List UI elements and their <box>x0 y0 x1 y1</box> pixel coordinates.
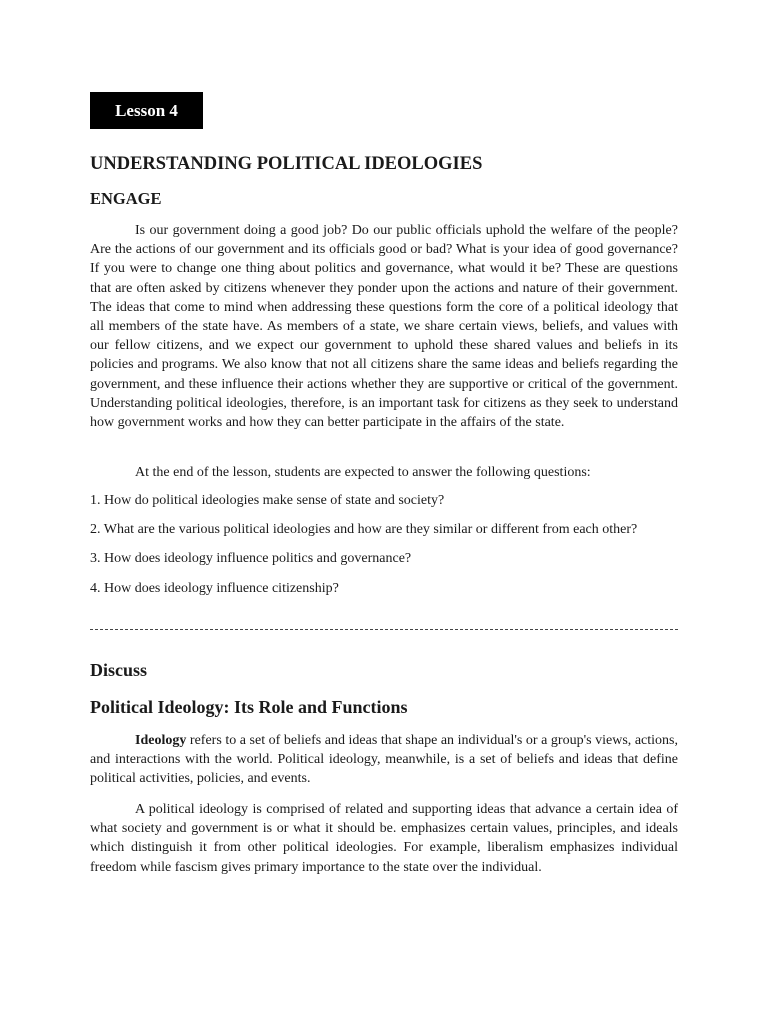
discuss-heading: Discuss <box>90 660 148 680</box>
engage-paragraph: Is our government doing a good job? Do our public officials uphold the welfare of the people? Are the actions of our government and its officials good or bad? What is your idea of good governance? If you were to change one thing about politics and governance, what would it be? These are questions that are often asked by citizens whenever they ponder upon the actions and nature of their government. The ideas that come to mind when addressing these questions form the core of a political ideology that all members of the state have. As members of a state, we share certain views, beliefs, and values with our fellow citizens, and we expect our government to uphold these shared values and beliefs in its policies and programs. We also know that not all citizens share the same ideas and beliefs regarding the government, and these influence their actions whether they are supportive or critical of the government. Understanding political ideologies, therefore, is an important task for citizens as they seek to understand how government works and how they can better participate in the affairs of the state. <box>90 223 678 431</box>
section-divider <box>90 629 678 630</box>
guide-question: 3. How does ideology influence politics and governance? <box>90 551 412 567</box>
section-subheading: Political Ideology: Its Role and Functions <box>90 697 408 717</box>
guide-question: 4. How does ideology influence citizenship? <box>90 580 339 596</box>
guide-questions <box>90 491 678 608</box>
ideology-term: Ideology <box>135 733 187 748</box>
lesson-objectives-intro: At the end of the lesson, students are expected to answer the following questions: <box>135 465 591 480</box>
guide-question: 2. What are the various political ideologies and how are they similar or different from each other? <box>90 522 638 538</box>
ideology-definition: refers to a set of beliefs and ideas that shape an individual's or a group's views, actions, and interactions with the world. Political ideology, meanwhile, is a set of beliefs and ideas that define political activities, policies, and events. <box>90 733 678 787</box>
engage-heading: ENGAGE <box>90 189 162 208</box>
page-title: UNDERSTANDING POLITICAL IDEOLOGIES <box>90 154 483 174</box>
lesson-label: Lesson 4 <box>90 92 203 129</box>
ideology-definition-paragraph <box>90 731 678 789</box>
guide-question: 1. How do political ideologies make sense of state and society? <box>90 493 445 508</box>
political-ideology-paragraph: A political ideology is comprised of related and supporting ideas that advance a certain idea of what society and government is or what it should be. emphasizes certain values, principles, and ideals which distinguish it from other political ideologies. For example, liberalism emphasizes individual freedom while fascism gives primary importance to the state over the individual. <box>90 802 678 875</box>
